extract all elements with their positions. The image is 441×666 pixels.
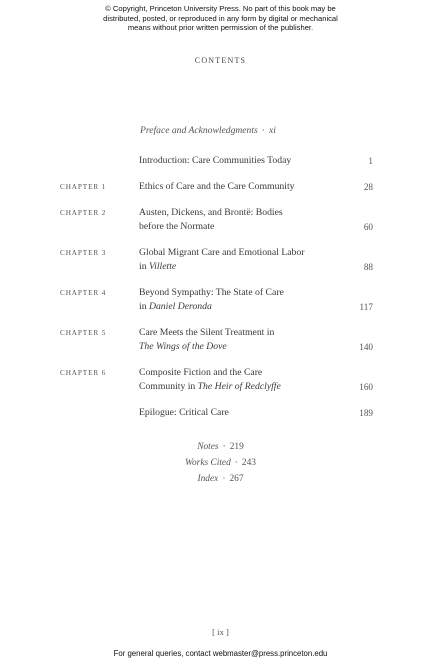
- backmatter-page: 219: [229, 442, 244, 452]
- entry-title: [139, 180, 339, 194]
- separator-dot: ·: [234, 458, 238, 468]
- entry-page-number: 1: [368, 156, 373, 166]
- entry-page-number: 60: [363, 222, 373, 232]
- chapter-label: CHAPTER 3: [60, 249, 107, 257]
- preface-page: xi: [268, 125, 276, 136]
- backmatter-page: 243: [241, 458, 256, 468]
- chapter-label: CHAPTER 1: [60, 183, 107, 191]
- entry-title-line: [139, 260, 339, 274]
- entry-page-number: 140: [359, 342, 373, 352]
- preface-entry[interactable]: [140, 125, 276, 136]
- entry-title: [139, 246, 339, 274]
- entry-title-text: Community in: [139, 381, 198, 392]
- backmatter-entry-notes[interactable]: [0, 439, 441, 455]
- copyright-notice: [0, 4, 441, 33]
- separator-dot: ·: [222, 442, 226, 452]
- entry-title-text: in: [139, 261, 149, 272]
- entry-title: [139, 286, 339, 314]
- entry-title-line: Global Migrant Care and Emotional Labor: [139, 247, 305, 258]
- backmatter-entry-index[interactable]: [0, 471, 441, 487]
- copyright-line: © Copyright, Princeton University Press. No part of this book may be: [105, 4, 336, 13]
- backmatter-page: 267: [229, 474, 244, 484]
- entry-title-line: Composite Fiction and the Care: [139, 367, 263, 378]
- page-folio: [ ix ]: [212, 627, 229, 637]
- entry-title-line: Epilogue: Critical Care: [139, 407, 229, 418]
- backmatter-entry-works-cited[interactable]: [0, 455, 441, 471]
- entry-title-italic: The Heir of Redclyffe: [197, 381, 281, 392]
- footer-contact: For general queries, contact webmaster@press.princeton.edu: [113, 649, 328, 658]
- entry-page-number: 117: [359, 302, 373, 312]
- entry-title-line: Introduction: Care Communities Today: [139, 155, 292, 166]
- chapter-label: CHAPTER 2: [60, 209, 107, 217]
- separator-dot: ·: [261, 125, 265, 136]
- entry-page-number: 88: [363, 262, 373, 272]
- entry-title-italic: Villette: [148, 261, 177, 272]
- entry-title-line: Austen, Dickens, and Brontë: Bodies: [139, 207, 283, 218]
- entry-title-italic: The Wings of the Dove: [139, 341, 227, 352]
- preface-label: Preface and Acknowledgments: [140, 125, 258, 136]
- entry-title: [139, 154, 339, 168]
- copyright-line: distributed, posted, or reproduced in any form by digital or mechanical: [103, 13, 338, 23]
- chapter-label: CHAPTER 6: [60, 369, 107, 377]
- copyright-line: means without prior written permission of the publisher.: [127, 23, 314, 33]
- entry-title: [139, 406, 339, 420]
- backmatter-label: Works Cited: [185, 458, 231, 468]
- contents-heading: CONTENTS: [194, 56, 247, 65]
- entry-title-text: before the Normate: [139, 221, 215, 232]
- entry-title-line: [139, 340, 339, 354]
- entry-page-number: 28: [363, 182, 373, 192]
- separator-dot: ·: [222, 474, 226, 484]
- entry-title: [139, 326, 339, 354]
- backmatter-label: Index: [197, 474, 219, 484]
- backmatter-label: Notes: [197, 442, 219, 452]
- entry-page-number: 189: [359, 408, 373, 418]
- entry-title: [139, 366, 339, 394]
- entry-title-line: [139, 300, 339, 314]
- entry-title-line: [139, 380, 339, 394]
- entry-title-line: [139, 220, 339, 234]
- entry-title-line: Beyond Sympathy: The State of Care: [139, 287, 284, 298]
- entry-title-line: Ethics of Care and the Care Community: [139, 181, 295, 192]
- entry-title: [139, 206, 339, 234]
- backmatter-list: [0, 439, 441, 487]
- entry-title-italic: Daniel Deronda: [148, 301, 212, 312]
- entry-title-line: Care Meets the Silent Treatment in: [139, 327, 275, 338]
- entry-title-text: in: [139, 301, 149, 312]
- chapter-label: CHAPTER 5: [60, 329, 107, 337]
- chapter-label: CHAPTER 4: [60, 289, 107, 297]
- entry-page-number: 160: [359, 382, 373, 392]
